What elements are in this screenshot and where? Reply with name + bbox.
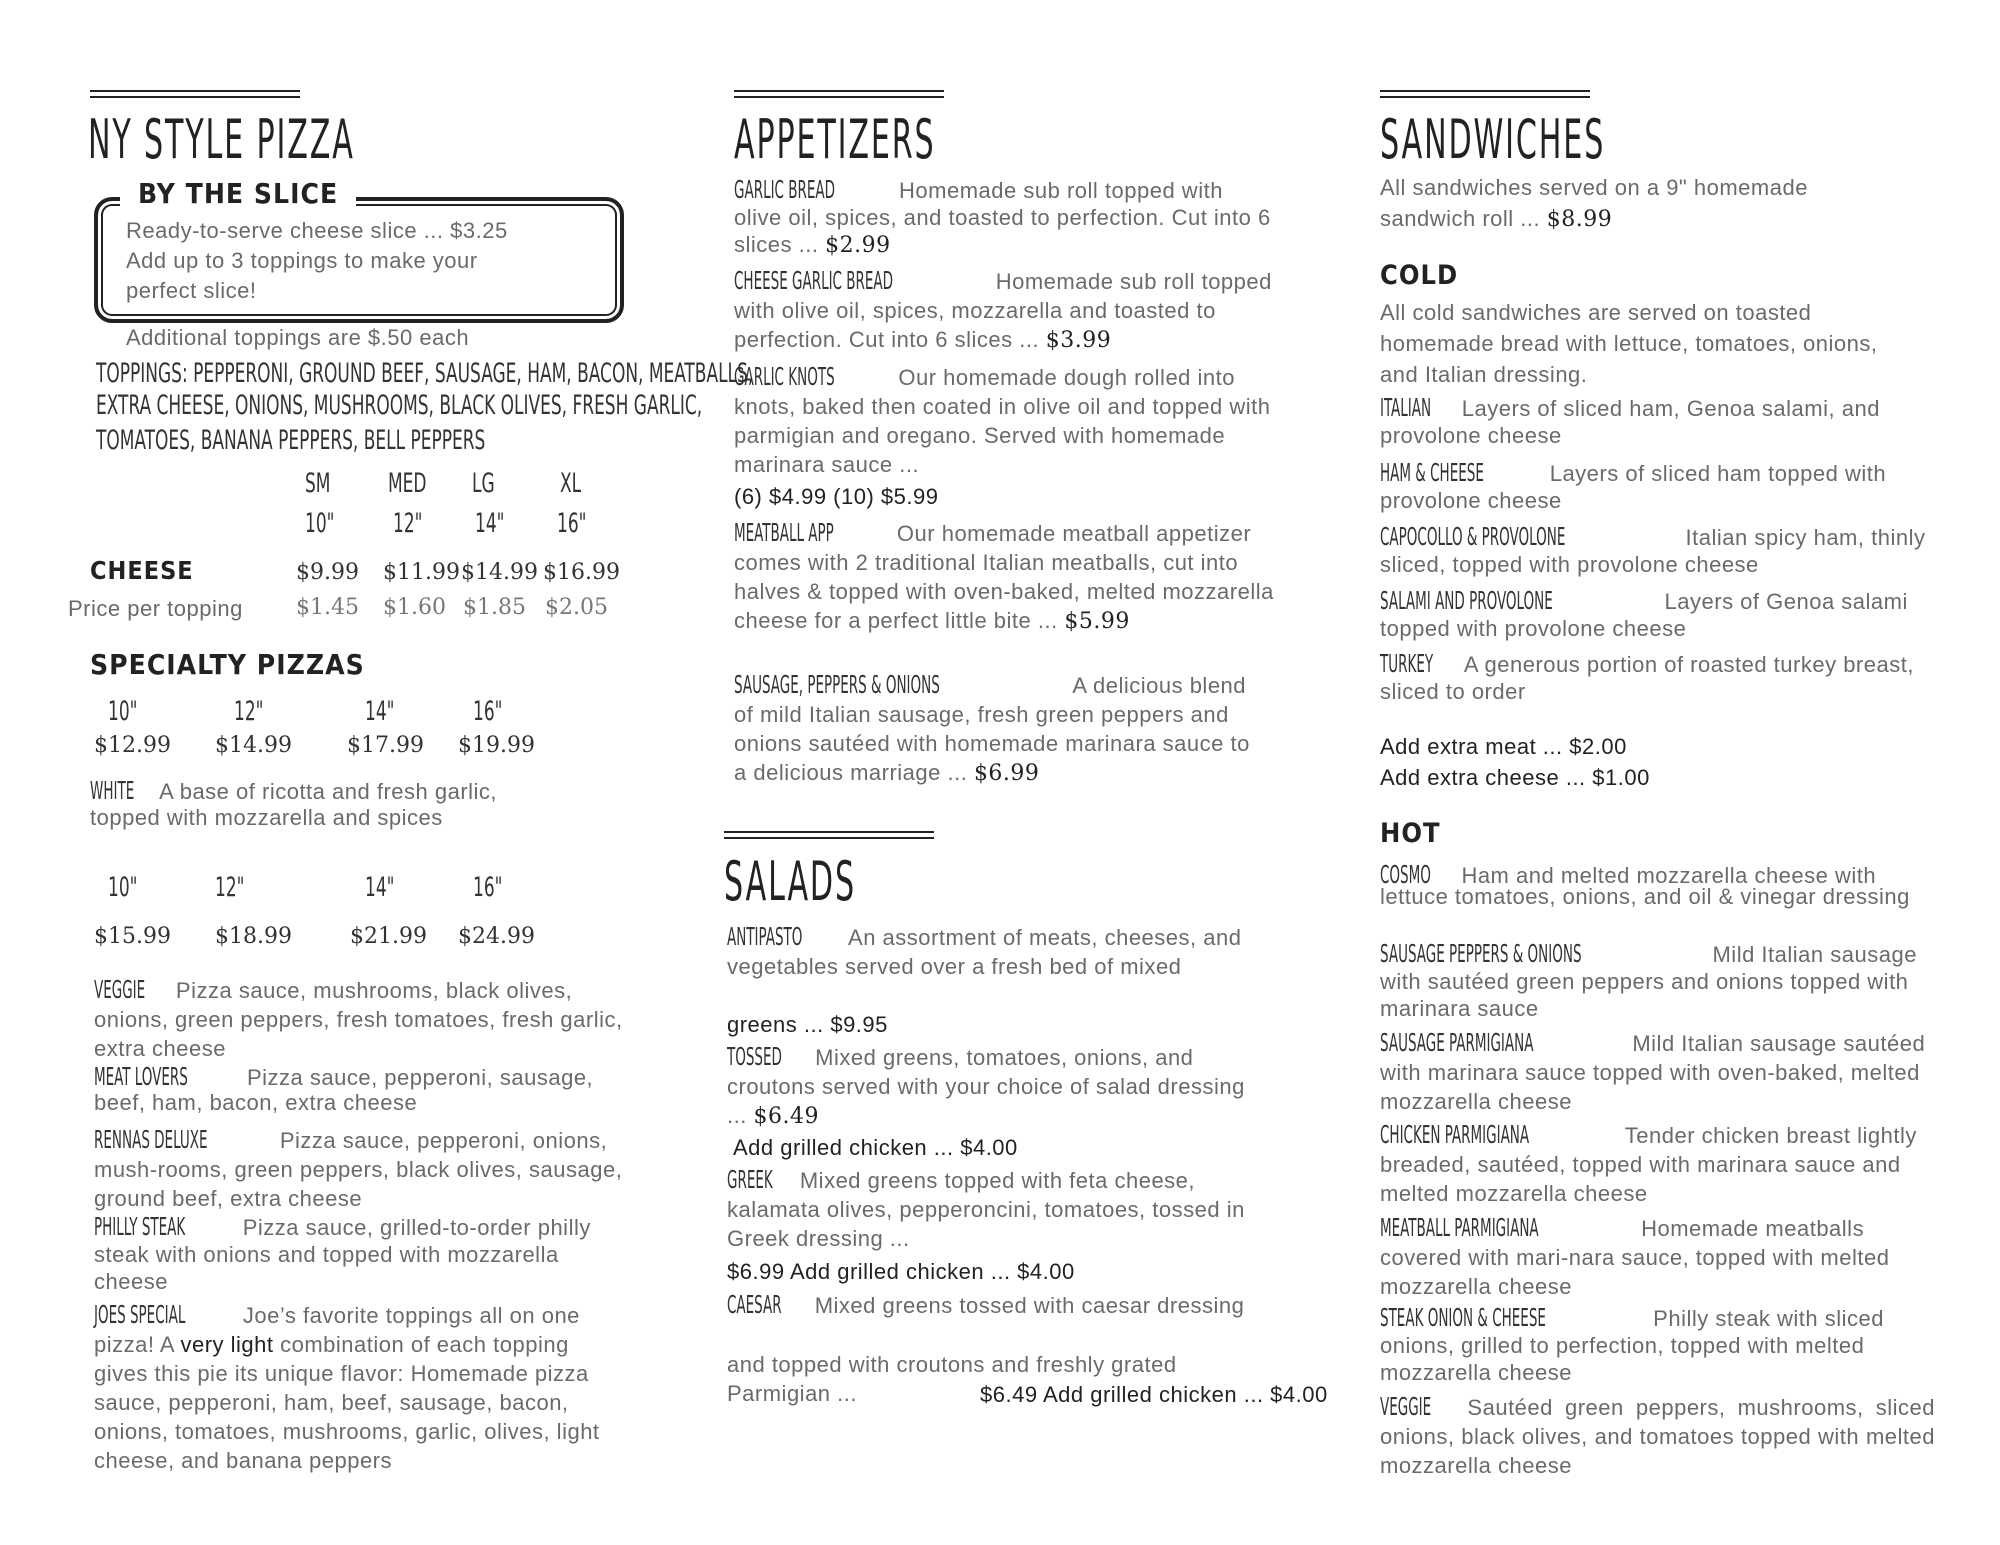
sandwiches-rule xyxy=(1380,90,1590,98)
item-desc: Tender chicken breast lightly breaded, sautéed, topped with marinara sauce and melted mozzarella cheese xyxy=(1380,1123,1917,1206)
intro-price: $8.99 xyxy=(1546,207,1613,232)
item-name: MEATBALL PARMIGIANA xyxy=(1380,1213,1539,1242)
hot-cosmo xyxy=(1380,860,1935,909)
white-pizza xyxy=(90,778,570,831)
slice-line-1: Ready-to-serve cheese slice ... $3.25 xyxy=(126,218,508,243)
item-desc: Sautéed green peppers, mushrooms, sliced onions, black olives, and tomatoes topped with melted mozzarella cheese xyxy=(1380,1395,1935,1478)
item-name: JOES SPECIAL xyxy=(94,1300,186,1329)
item-name: SAUSAGE, PEPPERS & ONIONS xyxy=(734,670,940,699)
garlic-knots xyxy=(734,362,1274,479)
item-desc: Pizza sauce, mushrooms, black olives, onions, green peppers, fresh tomatoes, fresh garlic, extra cheese xyxy=(94,978,623,1061)
appetizers-rule xyxy=(734,90,944,98)
spec-price-12: $18.99 xyxy=(215,924,292,949)
item-desc: Ham and melted mozzarella cheese with lettuce tomatoes, onions, and oil & vinegar dressing xyxy=(1380,863,1910,909)
item-name: SAUSAGE PEPPERS & ONIONS xyxy=(1380,939,1582,968)
pizza-rule xyxy=(90,90,300,98)
greek-salad xyxy=(727,1165,1267,1253)
hot-meatball-parmigiana xyxy=(1380,1213,1920,1301)
cold-turkey xyxy=(1380,650,1935,705)
item-name: COSMO xyxy=(1380,860,1431,889)
joes-special-pizza xyxy=(94,1300,624,1475)
item-name: CHICKEN PARMIGIANA xyxy=(1380,1120,1530,1149)
item-price: $6.99 xyxy=(973,761,1040,786)
extra-cheese: Add extra cheese ... $1.00 xyxy=(1380,765,1650,790)
spec-inch-14: 14" xyxy=(365,872,395,903)
item-name: PHILLY STEAK xyxy=(94,1212,186,1241)
item-desc: Pizza sauce, pepperoni, sausage, beef, ham, bacon, extra cheese xyxy=(94,1065,594,1115)
hot-sausage-peppers-onions xyxy=(1380,940,1935,1022)
cheese-price-sm: $9.99 xyxy=(296,560,359,585)
white-inch-16: 16" xyxy=(473,696,503,727)
white-price-16: $19.99 xyxy=(458,733,535,758)
size-xl: XL xyxy=(560,468,582,499)
specialty-title: SPECIALTY PIZZAS xyxy=(90,648,365,681)
item-name: SAUSAGE PARMIGIANA xyxy=(1380,1028,1534,1057)
topping-price-sm: $1.45 xyxy=(296,595,359,620)
item-price: $2.99 xyxy=(825,233,891,258)
cold-intro: All cold sandwiches are served on toasted homemade bread with lettuce, tomatoes, onions, and Italian dressing. xyxy=(1380,300,1878,387)
spec-inch-12: 12" xyxy=(215,872,245,903)
item-desc: Our homemade dough rolled into knots, baked then coated in olive oil and topped with parmigian and oregano. Served with homemade marinara sauce ... xyxy=(734,365,1271,477)
white-inch-12: 12" xyxy=(234,696,264,727)
item-name: RENNAS DELUXE xyxy=(94,1125,208,1154)
rennas-deluxe-pizza xyxy=(94,1125,634,1213)
size-sm: SM xyxy=(305,468,331,499)
tossed-add-chicken: Add grilled chicken ... $4.00 xyxy=(733,1135,1018,1160)
item-desc: Pizza sauce, pepperoni, onions, mush-rooms, green peppers, black olives, sausage, ground beef, extra cheese xyxy=(94,1128,623,1211)
item-price: $3.99 xyxy=(1045,328,1112,353)
item-desc: Our homemade meatball appetizer comes with 2 traditional Italian meatballs, cut into halves & topped with oven-baked, melted mozzarella cheese for a perfect little bite ... xyxy=(734,521,1274,633)
white-price-14: $17.99 xyxy=(347,733,424,758)
item-name: GARLIC BREAD xyxy=(734,175,836,204)
meatball-app xyxy=(734,518,1274,636)
item-price: $6.49 xyxy=(753,1104,819,1129)
pizza-title: NY STYLE PIZZA xyxy=(88,108,355,171)
item-desc: A delicious blend of mild Italian sausage, fresh green peppers and onions sautéed with homemade marinara sauce to a delicious marriage ... xyxy=(734,673,1250,785)
white-name: WHITE xyxy=(90,776,135,805)
slice-line-3: perfect slice! xyxy=(126,278,257,303)
cold-italian xyxy=(1380,394,1935,449)
item-name: CHEESE GARLIC BREAD xyxy=(734,266,894,295)
spec-price-16: $24.99 xyxy=(458,924,535,949)
item-name: MEATBALL APP xyxy=(734,518,834,547)
extra-meat: Add extra meat ... $2.00 xyxy=(1380,734,1627,759)
toppings-line-3: TOMATOES, BANANA PEPPERS, BELL PEPPERS xyxy=(96,425,486,456)
item-name: HAM & CHEESE xyxy=(1380,458,1484,487)
greek-price: $6.99 Add grilled chicken ... $4.00 xyxy=(727,1259,1075,1284)
item-desc: Homemade sub roll topped with olive oil, spices, mozzarella and toasted to perfection. Cut into 6 slices ... xyxy=(734,269,1272,352)
caesar-salad xyxy=(727,1290,1267,1320)
item-desc: combination of each topping gives this pie its unique flavor: Homemade pizza sauce, pepperoni, ham, beef, sausage, bacon, onions, tomatoes, mushrooms, garlic, olives, light cheese, and banana peppers xyxy=(94,1332,600,1473)
item-desc: Mixed greens tossed with caesar dressing xyxy=(814,1293,1245,1318)
item-desc: Philly steak with sliced onions, grilled to perfection, topped with melted mozzarella cheese xyxy=(1380,1306,1885,1385)
item-desc: Italian spicy ham, thinly sliced, topped with provolone cheese xyxy=(1380,525,1926,577)
spec-inch-10: 10" xyxy=(108,872,138,903)
antipasto-price: greens ... $9.95 xyxy=(727,1012,888,1037)
item-name: GREEK xyxy=(727,1165,773,1194)
inch-xl: 16" xyxy=(557,508,587,539)
white-inch-10: 10" xyxy=(108,696,138,727)
item-desc: Pizza sauce, grilled-to-order philly steak with onions and topped with mozzarella cheese xyxy=(94,1215,591,1294)
item-desc: Mild Italian sausage sautéed with marinara sauce topped with oven-baked, melted mozzarella cheese xyxy=(1380,1031,1926,1114)
item-desc: Layers of sliced ham topped with provolone cheese xyxy=(1380,461,1887,513)
white-price-10: $12.99 xyxy=(94,733,171,758)
item-desc: Mild Italian sausage with sautéed green peppers and onions topped with marinara sauce xyxy=(1380,942,1917,1021)
item-desc: Mixed greens topped with feta cheese, kalamata olives, pepperoncini, tomatoes, tossed in Greek dressing ... xyxy=(727,1168,1245,1251)
item-name: TOSSED xyxy=(727,1042,782,1071)
by-the-slice-title: BY THE SLICE xyxy=(120,177,356,210)
cheese-label: CHEESE xyxy=(90,556,194,585)
antipasto-salad xyxy=(727,922,1267,981)
caesar-desc-2: and topped with croutons and freshly grated Parmigian ... xyxy=(727,1352,1177,1406)
item-desc: A generous portion of roasted turkey breast, sliced to order xyxy=(1380,652,1914,704)
slice-line-2: Add up to 3 toppings to make your xyxy=(126,248,478,273)
inch-lg: 14" xyxy=(475,508,505,539)
meat-lovers-pizza xyxy=(94,1064,634,1115)
cold-salami xyxy=(1380,587,1935,642)
item-desc: Layers of sliced ham, Genoa salami, and provolone cheese xyxy=(1380,396,1880,448)
spec-price-14: $21.99 xyxy=(350,924,427,949)
cheese-price-xl: $16.99 xyxy=(543,560,620,585)
item-name: ANTIPASTO xyxy=(727,922,803,951)
white-desc: A base of ricotta and fresh garlic, topped with mozzarella and spices xyxy=(90,779,498,830)
topping-price-xl: $2.05 xyxy=(545,595,608,620)
cheese-price-med: $11.99 xyxy=(383,560,460,585)
sandwiches-title: SANDWICHES xyxy=(1380,108,1606,171)
size-med: MED xyxy=(388,468,427,499)
cheese-price-lg: $14.99 xyxy=(461,560,538,585)
sandwiches-intro xyxy=(1380,172,1900,235)
hot-sausage-parmigiana xyxy=(1380,1028,1935,1116)
item-name: VEGGIE xyxy=(1380,1392,1432,1421)
cold-capocollo xyxy=(1380,523,1935,578)
veggie-pizza xyxy=(94,975,634,1063)
garlic-bread xyxy=(734,176,1274,259)
item-desc: Joe’s favorite toppings all on one pizza! A xyxy=(94,1303,580,1357)
intro-text: All sandwiches served on a 9" homemade sandwich roll ... xyxy=(1380,175,1808,231)
tossed-salad xyxy=(727,1042,1267,1131)
topping-price-med: $1.60 xyxy=(383,595,446,620)
cold-title: COLD xyxy=(1380,260,1459,291)
hot-title: HOT xyxy=(1380,818,1441,849)
spec-price-10: $15.99 xyxy=(94,924,171,949)
caesar-price: $6.49 Add grilled chicken ... $4.00 xyxy=(980,1382,1328,1407)
topping-price-lg: $1.85 xyxy=(463,595,526,620)
salads-rule xyxy=(724,831,934,839)
item-desc: Homemade sub roll topped with olive oil, spices, and toasted to perfection. Cut into 6 slices ... xyxy=(734,178,1271,257)
white-inch-14: 14" xyxy=(365,696,395,727)
sausage-peppers-onions-app xyxy=(734,670,1264,788)
hot-veggie xyxy=(1380,1392,1935,1480)
size-lg: LG xyxy=(472,468,495,499)
hot-chicken-parmigiana xyxy=(1380,1120,1935,1208)
item-name: GARLIC KNOTS xyxy=(734,362,835,391)
item-desc: Layers of Genoa salami topped with provolone cheese xyxy=(1380,589,1908,641)
philly-steak-pizza xyxy=(94,1213,634,1295)
inch-sm: 10" xyxy=(305,508,335,539)
appetizers-title: APPETIZERS xyxy=(734,108,936,171)
item-name: ITALIAN xyxy=(1380,393,1432,422)
item-name: MEAT LOVERS xyxy=(94,1062,188,1091)
item-name: SALAMI AND PROVOLONE xyxy=(1380,586,1553,615)
toppings-line-2: EXTRA CHEESE, ONIONS, MUSHROOMS, BLACK OLIVES, FRESH GARLIC, xyxy=(96,390,703,421)
additional-toppings: Additional toppings are $.50 each xyxy=(126,325,470,350)
item-name: CAESAR xyxy=(727,1290,782,1319)
hot-steak-onion-cheese xyxy=(1380,1304,1920,1386)
spec-inch-16: 16" xyxy=(473,872,503,903)
item-price: $5.99 xyxy=(1064,609,1130,634)
item-desc: Mixed greens, tomatoes, onions, and croutons served with your choice of salad dressing ... xyxy=(727,1045,1245,1128)
cheese-garlic-bread xyxy=(734,266,1274,355)
item-name: STEAK ONION & CHEESE xyxy=(1380,1303,1546,1332)
item-name: TURKEY xyxy=(1380,649,1434,678)
price-per-topping-label: Price per topping xyxy=(68,596,243,621)
cold-ham-cheese xyxy=(1380,459,1935,514)
item-desc: Homemade meatballs covered with mari-nara sauce, topped with melted mozzarella cheese xyxy=(1380,1216,1890,1299)
salads-title: SALADS xyxy=(724,850,856,913)
item-name: CAPOCOLLO & PROVOLONE xyxy=(1380,522,1566,551)
inch-med: 12" xyxy=(393,508,423,539)
garlic-knots-price: (6) $4.99 (10) $5.99 xyxy=(734,484,939,509)
item-name: VEGGIE xyxy=(94,975,146,1004)
white-price-12: $14.99 xyxy=(215,733,292,758)
toppings-line-1: TOPPINGS: PEPPERONI, GROUND BEEF, SAUSAGE, HAM, BACON, MEATBALLS, xyxy=(96,358,754,389)
item-desc-emphasis: very light xyxy=(180,1332,274,1357)
item-desc: An assortment of meats, cheeses, and vegetables served over a fresh bed of mixed xyxy=(727,925,1242,979)
